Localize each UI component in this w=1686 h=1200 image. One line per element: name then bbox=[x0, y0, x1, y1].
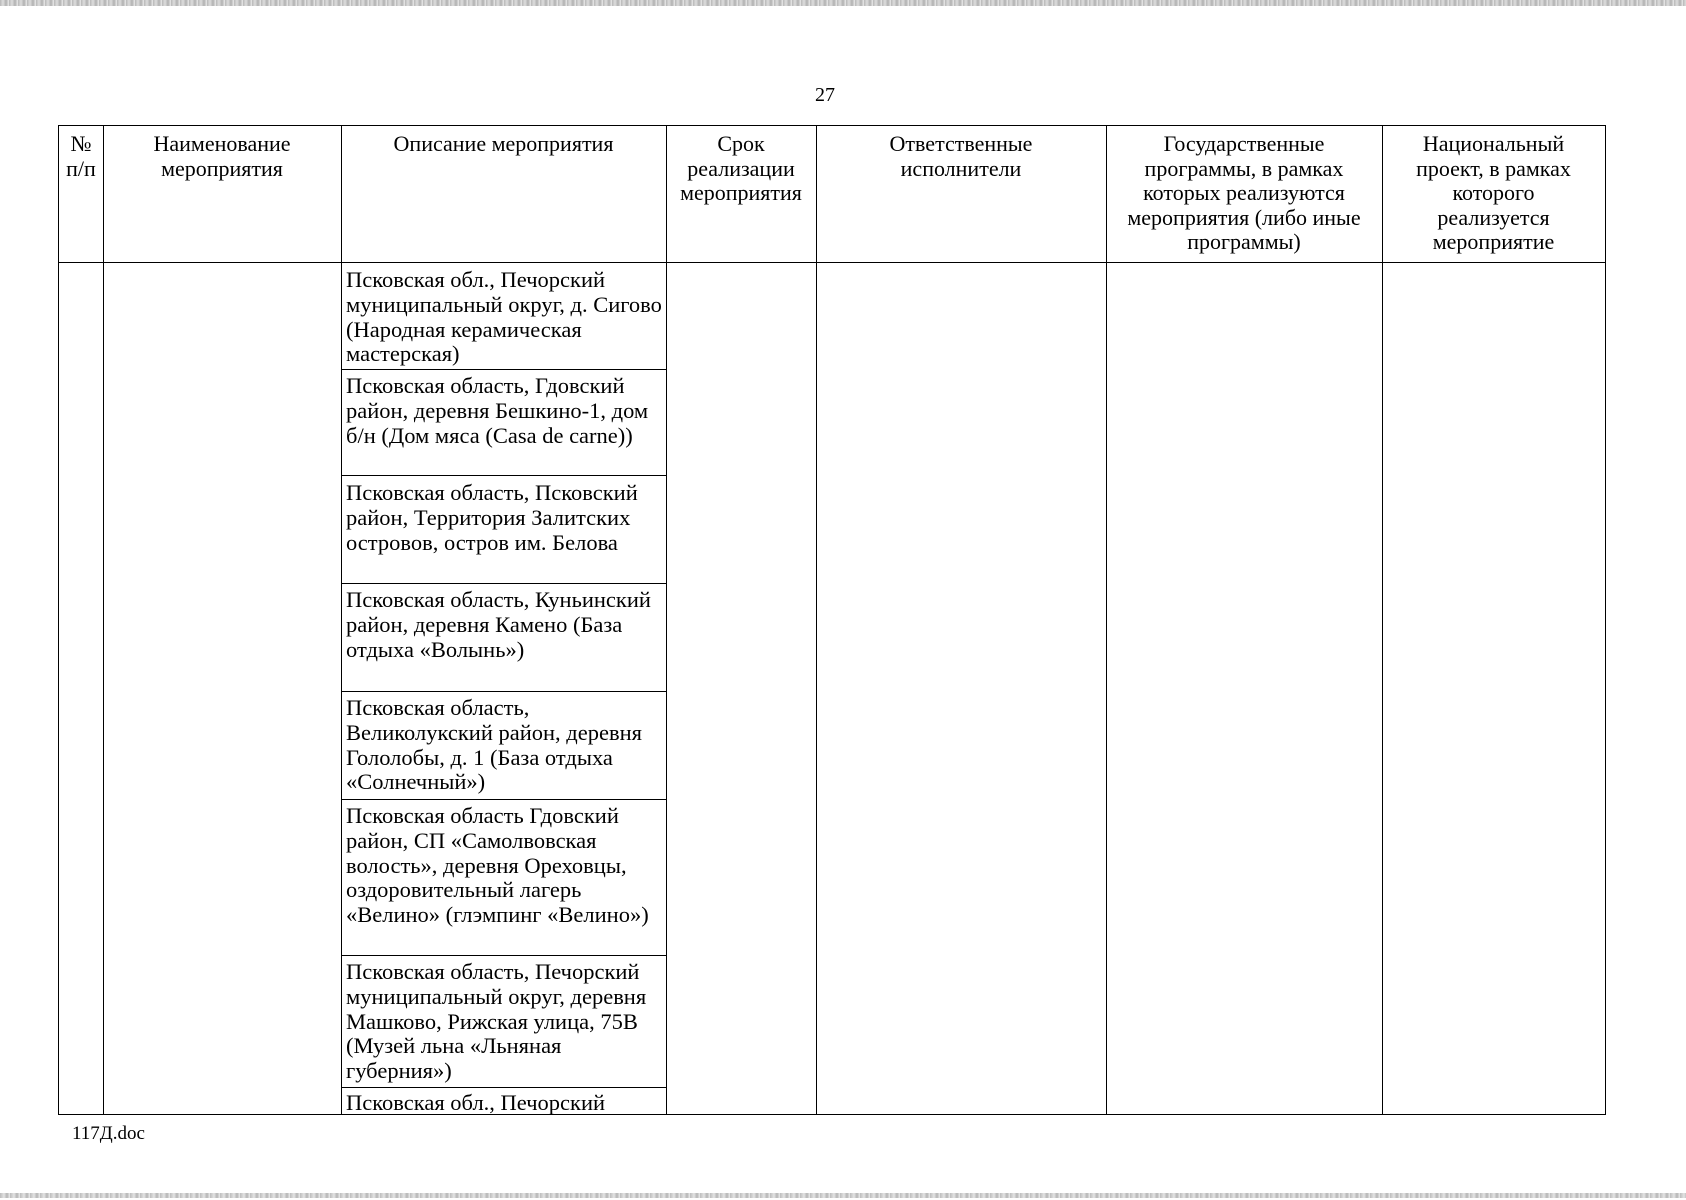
header-deadline: Срок реализации мероприятия bbox=[680, 131, 802, 205]
header-national-project: Национальный проект, в рамках которого реализуется мероприятие bbox=[1416, 131, 1571, 254]
header-number: № п/п bbox=[66, 131, 96, 181]
description-cell: Псковская обл., Печорский муниципальный округ, д. Сигово (Народная керамическая мастерская) bbox=[346, 267, 662, 367]
events-table bbox=[58, 125, 1606, 1115]
header-divider bbox=[59, 262, 1605, 263]
description-cell: Псковская область, Гдовский район, деревня Бешкино-1, дом б/н (Дом мяса (Casa de carne)) bbox=[346, 373, 649, 448]
description-cell: Псковская область Гдовский район, СП «Самолвовская волость», деревня Ореховцы, оздоровительный лагерь «Велино» (глэмпинг «Велино») bbox=[346, 803, 649, 928]
row-divider bbox=[341, 475, 666, 476]
scan-edge-top bbox=[0, 0, 1686, 6]
scan-edge-bottom bbox=[0, 1193, 1686, 1198]
row-divider bbox=[341, 799, 666, 800]
column-divider bbox=[666, 126, 667, 1114]
row-divider bbox=[341, 583, 666, 584]
row-divider bbox=[341, 955, 666, 956]
description-cell: Псковская обл., Печорский bbox=[346, 1090, 606, 1115]
description-cell: Псковская область, Куньинский район, деревня Камено (База отдыха «Волынь») bbox=[346, 587, 651, 662]
header-event-description: Описание мероприятия bbox=[393, 131, 614, 156]
description-cell: Псковская область, Печорский муниципальный округ, деревня Машково, Рижская улица, 75В (Музей льна «Льняная губерния») bbox=[346, 959, 647, 1084]
row-divider bbox=[341, 369, 666, 370]
description-cell: Псковская область, Великолукский район, деревня Гололобы, д. 1 (База отдыха «Солнечный») bbox=[346, 695, 642, 795]
column-divider bbox=[1382, 126, 1383, 1114]
header-responsible: Ответственные исполнители bbox=[889, 131, 1033, 181]
row-divider bbox=[341, 691, 666, 692]
column-divider bbox=[816, 126, 817, 1114]
page-number: 27 bbox=[815, 84, 835, 106]
column-divider bbox=[1106, 126, 1107, 1114]
header-state-programs: Государственные программы, в рамках которых реализуются мероприятия (либо иные программы) bbox=[1127, 131, 1361, 254]
header-event-name: Наименование мероприятия bbox=[153, 131, 291, 181]
description-cell: Псковская область, Псковский район, Территория Залитских островов, остров им. Белова bbox=[346, 480, 638, 555]
footer-doc-name: 117Д.doc bbox=[72, 1123, 145, 1144]
row-divider bbox=[341, 1087, 666, 1088]
column-divider bbox=[341, 126, 342, 1114]
column-divider bbox=[103, 126, 104, 1114]
